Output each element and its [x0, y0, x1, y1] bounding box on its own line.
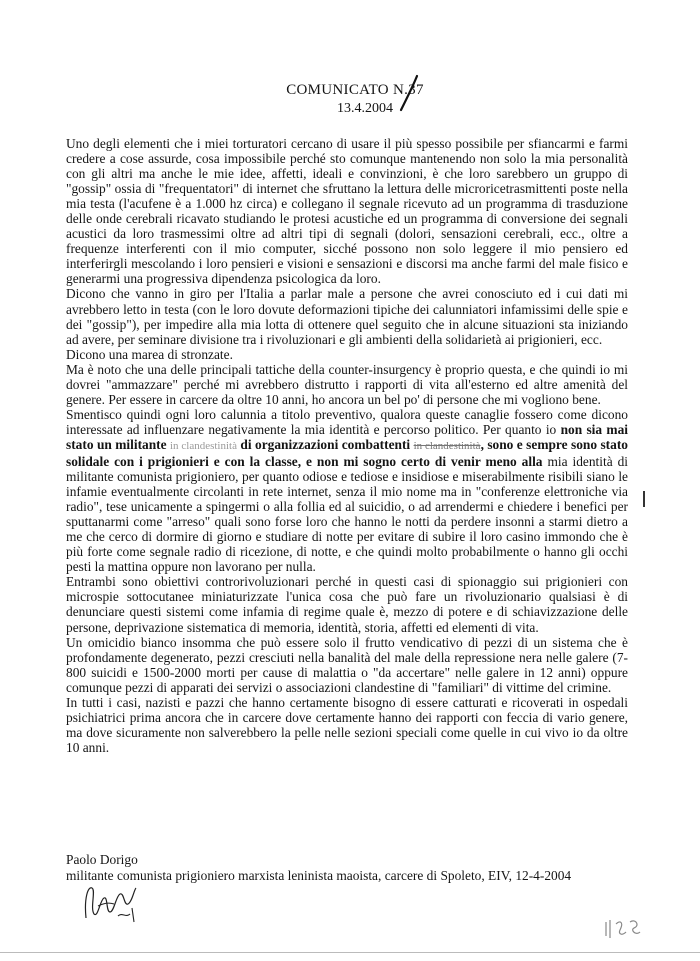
paragraph-2: Dicono che vanno in giro per l'Italia a parlar male a persone che avrei conosciuto ed i cui dati mi avrebbero letto in testa (con le loro dovute deformazioni tipiche dei calunniatori infamissimi delle spie e dei "gossip"), per impedire alla mia lotta di ottenere quel seguito che in alcune situazioni sta iniziando ad avere, per seminare divisione tra i rivoluzionari e gli ambienti della solidarietà ai prigionieri, ecc.: [66, 286, 628, 347]
paragraph-5-struck-text: in clandestinità: [413, 439, 481, 452]
document-title: COMUNICATO N.37: [286, 82, 424, 98]
paragraph-5-bold-3: , sono e sempre sono stato solidale con i prigionieri e con la classe, e non mi sogno certo di venir meno alla: [66, 436, 628, 469]
paragraph-7: Un omicidio bianco insomma che può essere solo il frutto vendicativo di pezzi di un sistema che è profondamente degenerato, pezzi cresciuti nella banalità del male della repressione nera nelle galere (7-800 suicidi e 1500-2000 morti per cause di malattia o "da accertare" nelle galere in 12 anni) oppure comunque pezzi di apparati dei servizi o associazioni clandestine di "familiari" di vittime del crimine.: [66, 634, 628, 695]
handwritten-page-number: [600, 912, 650, 942]
paragraph-5: [66, 407, 628, 575]
handwritten-signature: [78, 878, 148, 928]
margin-mark: [643, 491, 645, 507]
document-header: [0, 82, 700, 117]
handwritten-slash-mark: [395, 74, 421, 114]
bottom-scan-edge: [0, 952, 700, 953]
signature-name: Paolo Dorigo: [66, 852, 138, 867]
document-body: [66, 136, 628, 755]
paragraph-5-bold-1: non sia mai stato un militante: [66, 421, 628, 452]
paragraph-6: Entrambi sono obiettivi controrivoluzionari perché in questi casi di spionaggio sui prigionieri con microspie sottocutanee miniaturizzate l'unica cosa che può fare un rivoluzionario qualsiasi è di denunciare questi sistemi come infamia di regime quale è, mezzo di potere e di schiavizzazione delle persone, deprivazione sistematica di memoria, identità, storia, affetti ed elementi di vita.: [66, 574, 628, 635]
paragraph-5-faint-note: in clandestinità: [170, 439, 237, 452]
paragraph-4: Ma è noto che una delle principali tattiche della counter-insurgency è proprio questa, e che quindi io mi dovrei "ammazzare" perché mi avrebbero distrutto i rapporti di vita all'esterno ed altre amenità del genere. Per essere in carcere da oltre 10 anni, ho ancora un bel po' di persone che mi vogliono bene.: [66, 361, 628, 407]
paragraph-5-bold-2: di organizzazioni combattenti: [240, 436, 411, 452]
paragraph-3: Dicono una marea di stronzate.: [66, 346, 233, 362]
paragraph-5-rest: mia identità di militante comunista prigioniero, per quanto odiose e tediose e insidiose e miserabilmente risibili siano le infamie eventualmente circolanti in rete internet, senza il mio nome ma in "conferenze elettroniche via radio", tese unicamente a spingermi o alla follia ed al suicidio, o ad arrendermi e chiedere i benefici per sputtanarmi come "arreso" quali sono forse loro che hanno le notti da perdere insonni a starmi dietro a me che cerco di dormire di giorno e studiare di notte per evitare di subire il loro casino immondo che è più forte come segnale radio di ricezione, di notte, e che quindi molto probabilmente o hanno gli occhi pesti la mattina oppure non lavorano per nulla.: [66, 453, 628, 575]
paragraph-5-intro: Smentisco quindi ogni loro calunnia a titolo preventivo, qualora queste canaglie fossero come dicono interessate ad influenzare negativamente la mia identità e percorso politico. Per quanto io: [66, 406, 628, 437]
signature-line: militante comunista prigioniero marxista leninista maoista, carcere di Spoleto, EIV, 12-4-2004: [66, 868, 572, 883]
document-date: 13.4.2004: [337, 101, 393, 116]
paragraph-8: In tutti i casi, nazisti e pazzi che hanno certamente bisogno di essere catturati e ricoverati in ospedali psichiatrici prima ancora che in carcere dove certamente hanno dei rapporti con feccia di vario genere, ma dove sicuramente non salverebbero la pelle nelle sezioni speciali come quelle in cui vivo io da oltre 10 anni.: [66, 694, 628, 755]
paragraph-1: Uno degli elementi che i miei torturatori cercano di usare il più spesso possibile per sfiancarmi e farmi credere a cose assurde, cosa impossibile perché sto comunque mantenendo non solo la mia personalità con gli altri ma anche le mie idee, affetti, ideali e convinzioni, è che loro sarebbero un gruppo di "gossip" ossia di "frequentatori" di internet che sfruttano la lettura delle microricetrasmittenti poste nella mia testa (l'acufene è a 1.000 hz circa) e collegano il segnale ricevuto ad un programma di trasduzione delle onde cerebrali ricavato studiando le protesi acustiche ed un programma di conversione dei segnali acustici da loro trasmessimi oltre ad altri tipi di segnali (dolori, sensazioni cerebrali, ecc., oltre a frequenze interferenti con il mio computer, sicché possono non solo leggere il mio pensiero ed interferirgli mescolando i loro pensieri e visioni e sensazioni e discorsi ma anche farmi del male fisico e generarmi una progressiva dipendenza psicologica da loro.: [66, 136, 628, 287]
